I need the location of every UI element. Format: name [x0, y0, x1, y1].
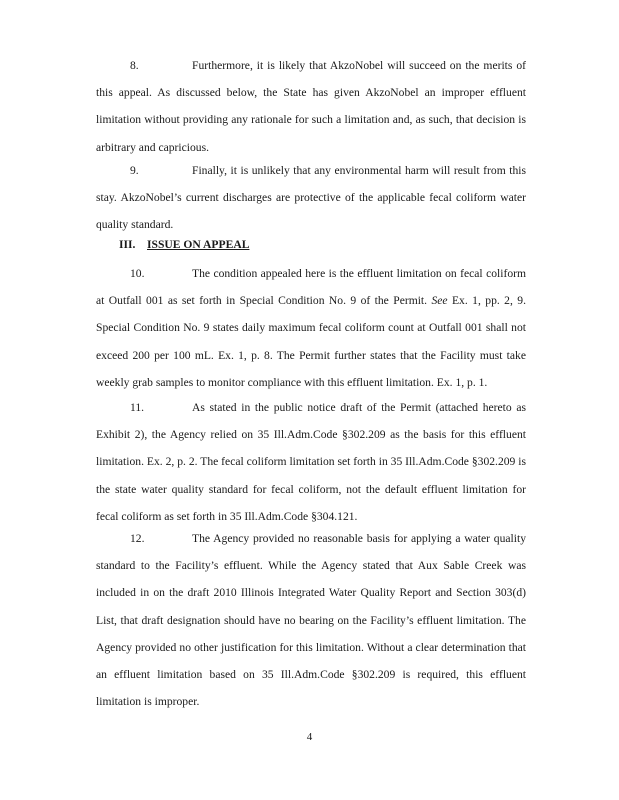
- section-title: ISSUE ON APPEAL: [147, 238, 250, 251]
- paragraph-number: 8.: [130, 59, 139, 72]
- citation-signal: See: [431, 294, 448, 308]
- paragraph-number: 11.: [130, 401, 145, 414]
- paragraph-9: [96, 157, 526, 239]
- paragraph-12: [96, 525, 526, 715]
- paragraph-text-before-cite: The condition appealed here is the effluent limitation on fecal coliform at Outfall 001 as set forth in Special Condition No. 9 of the Permit.: [96, 267, 526, 308]
- paragraph-10: [96, 260, 526, 396]
- paragraph-8: [96, 52, 526, 161]
- section-number: III.: [119, 238, 136, 251]
- section-heading: [119, 235, 249, 255]
- page-number: 4: [306, 731, 313, 743]
- paragraph-text: The Agency provided no reasonable basis for applying a water quality standard to the Facility’s effluent. While the Agency stated that Aux Sable Creek was included in on the draft 2010 Illinois Integrated Water Quality Report and Section 303(d) List, that draft designation should have no bearing on the Facility’s effluent limitation. The Agency provided no other justification for this limitation. Without a clear determination that an effluent limitation based on 35 Ill.Adm.Code §302.209 is required, this effluent limitation is improper.: [96, 532, 526, 709]
- paragraph-number: 12.: [130, 532, 145, 545]
- paragraph-text: As stated in the public notice draft of the Permit (attached hereto as Exhibit 2), the Agency relied on 35 Ill.Adm.Code §302.209 as the basis for this effluent limitation. Ex. 2, p. 2. The fecal coliform limitation set forth in 35 Ill.Adm.Code §302.209 is the state water quality standard for fecal coliform, not the default effluent limitation for fecal coliform as set forth in 35 Ill.Adm.Code §304.121.: [96, 401, 526, 523]
- paragraph-text: Furthermore, it is likely that AkzoNobel will succeed on the merits of this appeal. As discussed below, the State has given AkzoNobel an improper effluent limitation without providing any rationale for such a limitation and, as such, that decision is arbitrary and capricious.: [96, 59, 526, 154]
- paragraph-text-after-cite: Ex. 1, pp. 2, 9. Special Condition No. 9 states daily maximum fecal coliform count at Outfall 001 shall not exceed 200 per 100 mL. Ex. 1, p. 8. The Permit further states that the Facility must take weekly grab samples to monitor compliance with this effluent limitation. Ex. 1, p. 1.: [96, 294, 526, 389]
- paragraph-number: 10.: [130, 267, 145, 280]
- paragraph-text: Finally, it is unlikely that any environmental harm will result from this stay. AkzoNobel’s current discharges are protective of the applicable fecal coliform water quality standard.: [96, 164, 526, 232]
- paragraph-11: [96, 394, 526, 530]
- paragraph-number: 9.: [130, 164, 139, 177]
